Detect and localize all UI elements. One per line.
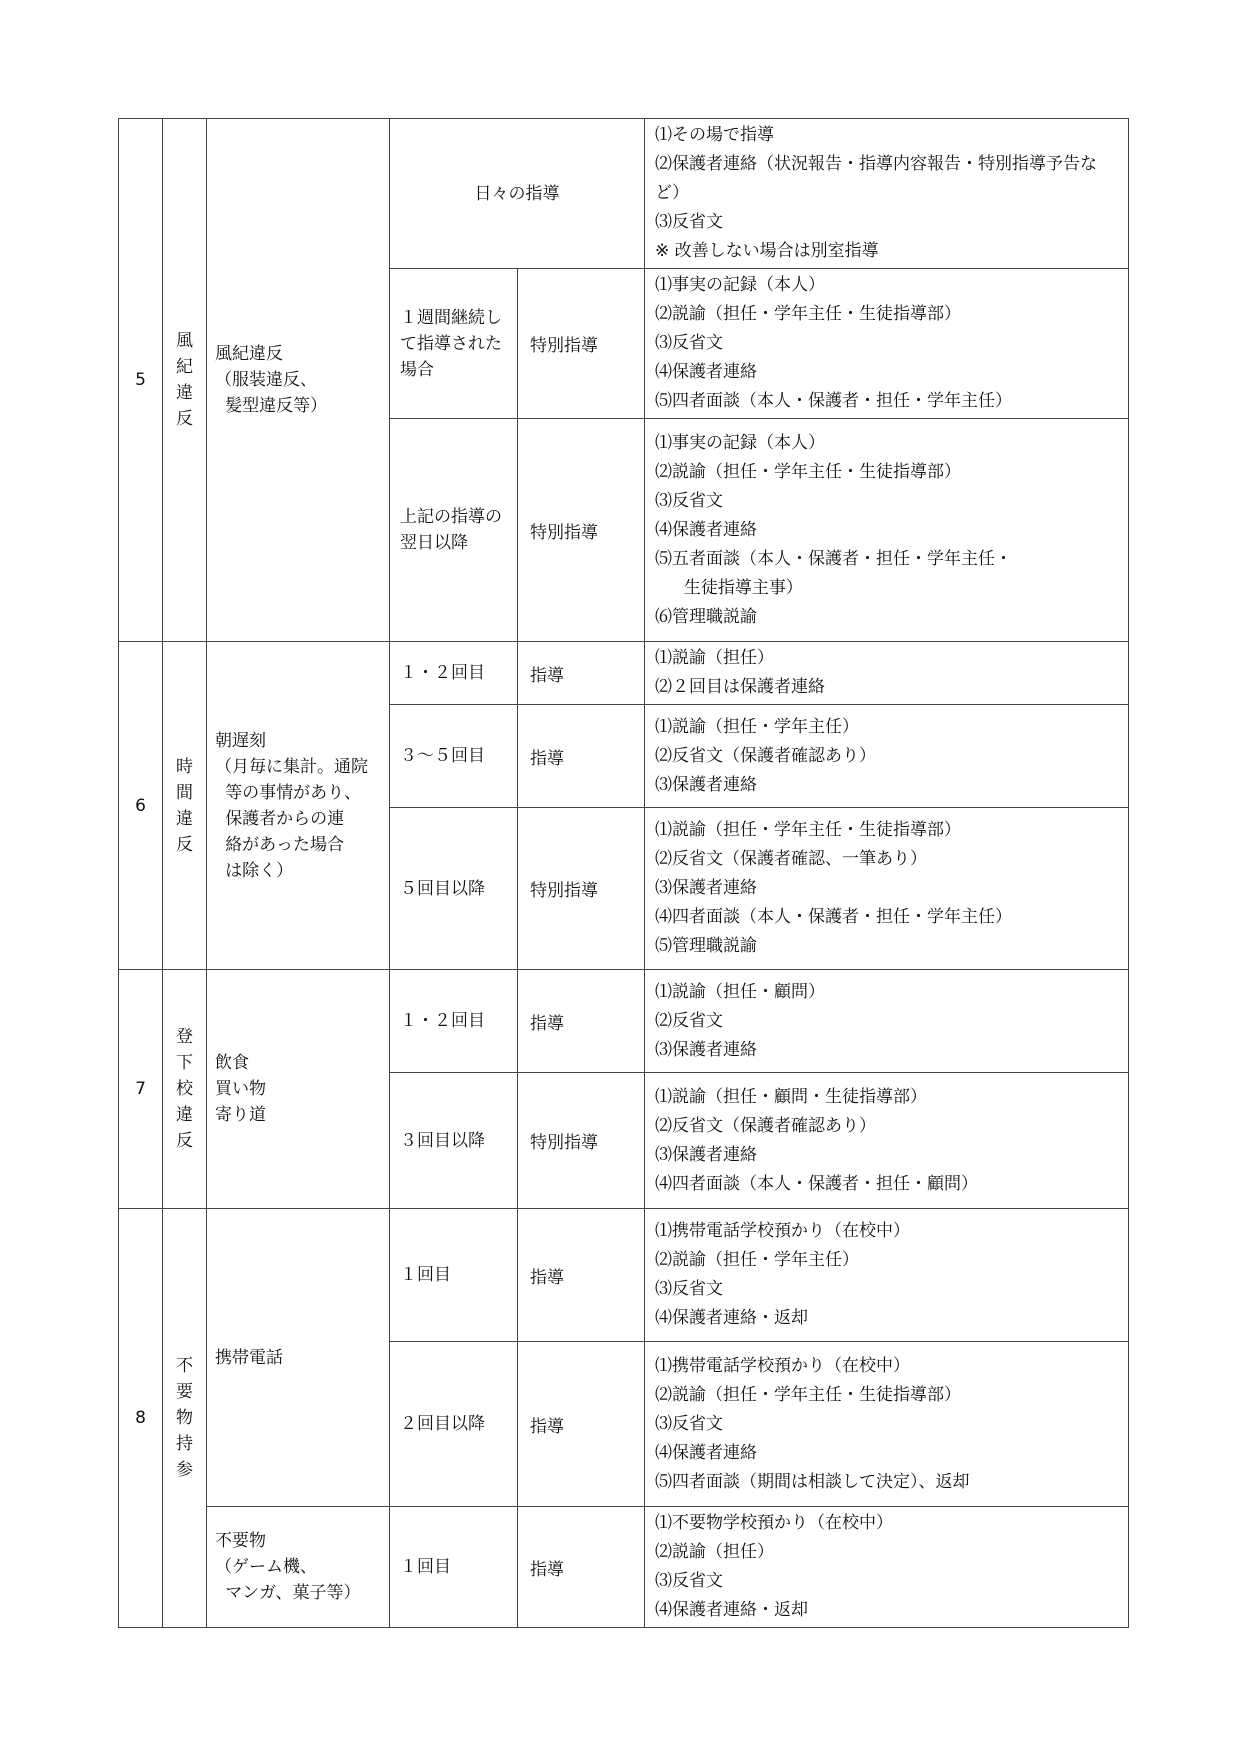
actions-cell: ⑴不要物学校預かり（在校中） ⑵説諭（担任） ⑶反省文 ⑷保護者連絡・返却 bbox=[645, 1507, 1129, 1628]
table-row bbox=[119, 119, 1129, 269]
guidance-type: 指導 bbox=[518, 642, 645, 705]
table-row bbox=[119, 970, 1129, 1073]
guidance-type: 特別指導 bbox=[518, 419, 645, 642]
condition-cell: １・２回目 bbox=[390, 642, 518, 705]
section-category: 風紀違反 bbox=[163, 119, 207, 642]
condition-cell: 上記の指導の翌日以降 bbox=[390, 419, 518, 642]
condition-cell: ５回目以降 bbox=[390, 808, 518, 970]
section-number: 7 bbox=[119, 970, 163, 1209]
section-category: 不要物持参 bbox=[163, 1209, 207, 1628]
section-number: 6 bbox=[119, 642, 163, 970]
table-row bbox=[119, 642, 1129, 705]
actions-cell: ⑴携帯電話学校預かり（在校中） ⑵説諭（担任・学年主任・生徒指導部） ⑶反省文 ⑷保護者連絡 ⑸四者面談（期間は相談して決定）、返却 bbox=[645, 1342, 1129, 1507]
condition-cell: ３～５回目 bbox=[390, 705, 518, 808]
section-number: 5 bbox=[119, 119, 163, 642]
actions-cell: ⑴携帯電話学校預かり（在校中） ⑵説諭（担任・学年主任） ⑶反省文 ⑷保護者連絡・返却 bbox=[645, 1209, 1129, 1342]
actions-cell: ⑴その場で指導 ⑵保護者連絡（状況報告・指導内容報告・特別指導予告など） ⑶反省文 ※ 改善しない場合は別室指導 bbox=[645, 119, 1129, 269]
section-category: 登下校違反 bbox=[163, 970, 207, 1209]
actions-cell: ⑴説諭（担任・顧問・生徒指導部） ⑵反省文（保護者確認あり） ⑶保護者連絡 ⑷四者面談（本人・保護者・担任・顧問） bbox=[645, 1073, 1129, 1209]
guidance-type: 特別指導 bbox=[518, 808, 645, 970]
actions-cell: ⑴事実の記録（本人） ⑵説諭（担任・学年主任・生徒指導部） ⑶反省文 ⑷保護者連絡 ⑸五者面談（本人・保護者・担任・学年主任・ 生徒指導主事） ⑹管理職説諭 bbox=[645, 419, 1129, 642]
actions-cell: ⑴説諭（担任） ⑵２回目は保護者連絡 bbox=[645, 642, 1129, 705]
section-category: 時間違反 bbox=[163, 642, 207, 970]
section-number: 8 bbox=[119, 1209, 163, 1628]
guidance-type: 特別指導 bbox=[518, 1073, 645, 1209]
guidance-table bbox=[118, 118, 1129, 1628]
guidance-type: 指導 bbox=[518, 705, 645, 808]
actions-cell: ⑴説諭（担任・顧問） ⑵反省文 ⑶保護者連絡 bbox=[645, 970, 1129, 1073]
violation-item: 不要物 （ゲーム機、 マンガ、菓子等） bbox=[207, 1507, 390, 1628]
condition-cell: １週間継続して指導された場合 bbox=[390, 269, 518, 419]
condition-cell: １・２回目 bbox=[390, 970, 518, 1073]
violation-item: 朝遅刻 （月毎に集計。通院 等の事情があり、 保護者からの連 絡があった場合 は除く） bbox=[207, 642, 390, 970]
guidance-type: 指導 bbox=[518, 1209, 645, 1342]
table-row bbox=[119, 1209, 1129, 1342]
condition-cell: 日々の指導 bbox=[390, 119, 645, 269]
condition-cell: ３回目以降 bbox=[390, 1073, 518, 1209]
violation-item: 飲食 買い物 寄り道 bbox=[207, 970, 390, 1209]
condition-cell: １回目 bbox=[390, 1507, 518, 1628]
guidance-type: 指導 bbox=[518, 1342, 645, 1507]
guidance-type: 指導 bbox=[518, 1507, 645, 1628]
condition-cell: １回目 bbox=[390, 1209, 518, 1342]
violation-item: 携帯電話 bbox=[207, 1209, 390, 1507]
violation-item: 風紀違反 （服装違反、 髪型違反等） bbox=[207, 119, 390, 642]
guidance-type: 指導 bbox=[518, 970, 645, 1073]
condition-cell: ２回目以降 bbox=[390, 1342, 518, 1507]
guidance-type: 特別指導 bbox=[518, 269, 645, 419]
table-row bbox=[119, 1507, 1129, 1628]
actions-cell: ⑴説諭（担任・学年主任・生徒指導部） ⑵反省文（保護者確認、一筆あり） ⑶保護者連絡 ⑷四者面談（本人・保護者・担任・学年主任） ⑸管理職説諭 bbox=[645, 808, 1129, 970]
actions-cell: ⑴説諭（担任・学年主任） ⑵反省文（保護者確認あり） ⑶保護者連絡 bbox=[645, 705, 1129, 808]
actions-cell: ⑴事実の記録（本人） ⑵説諭（担任・学年主任・生徒指導部） ⑶反省文 ⑷保護者連絡 ⑸四者面談（本人・保護者・担任・学年主任） bbox=[645, 269, 1129, 419]
